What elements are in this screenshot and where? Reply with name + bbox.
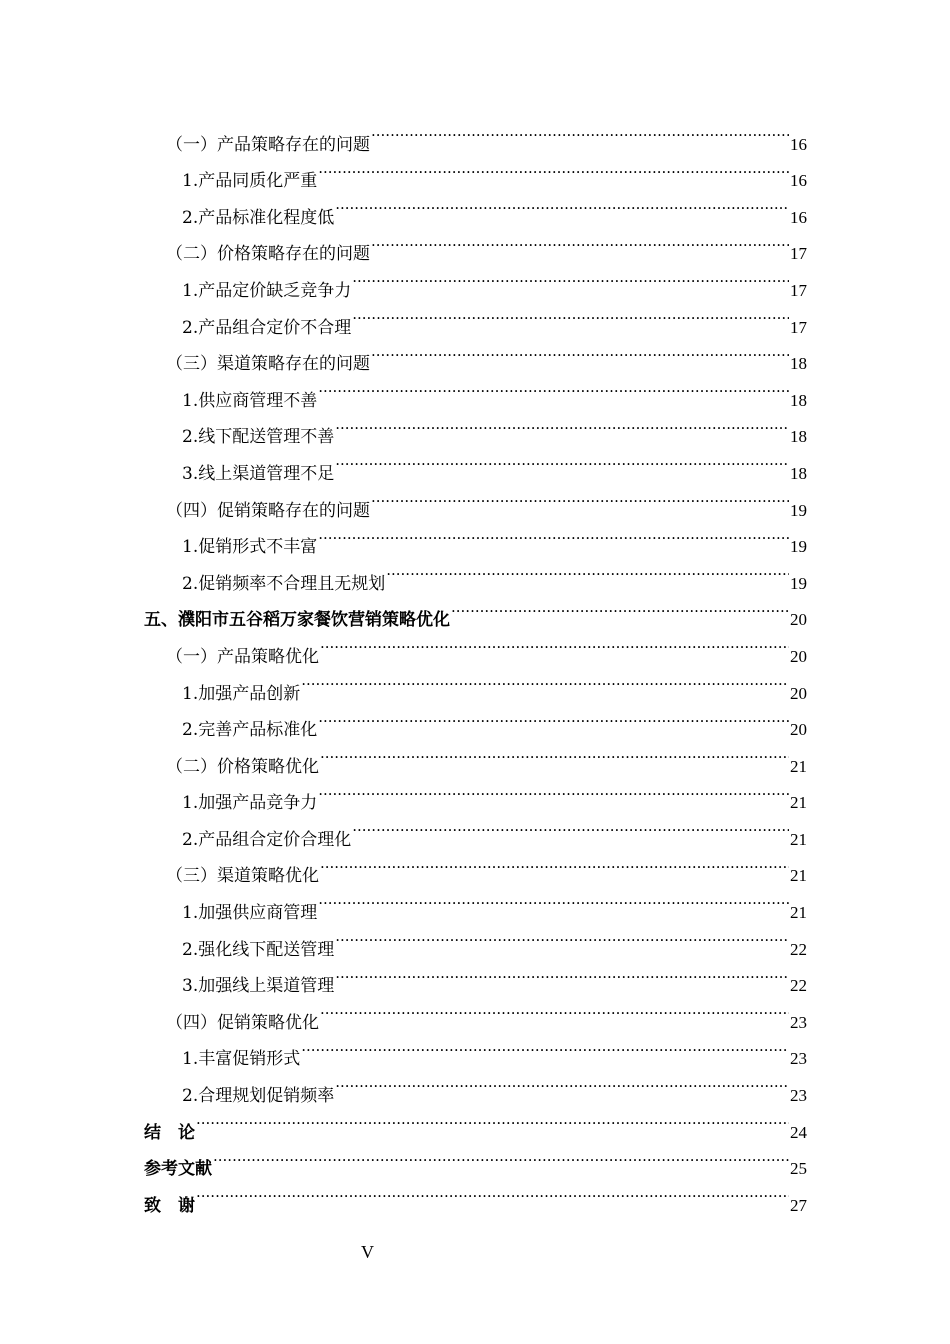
toc-dot-leader: [318, 699, 789, 736]
table-of-contents: [144, 113, 807, 1216]
toc-entry-label: 致 谢: [144, 1195, 195, 1216]
toc-entry-page: 16: [790, 171, 807, 191]
toc-dot-leader: [318, 150, 789, 187]
toc-dot-leader: [318, 516, 789, 553]
toc-entry[interactable]: [144, 1138, 807, 1180]
toc-dot-leader: [335, 918, 789, 955]
toc-dot-leader: [301, 662, 789, 699]
toc-entry-page: 20: [790, 646, 807, 666]
toc-dot-leader: [335, 442, 789, 479]
toc-entry-page: 20: [790, 720, 807, 740]
page-number: V: [361, 1242, 374, 1262]
toc-entry-label: （三）渠道策略优化: [166, 866, 319, 887]
toc-entry[interactable]: [144, 113, 807, 155]
toc-dot-leader: [320, 845, 789, 882]
toc-entry-label: （二）价格策略优化: [166, 756, 319, 777]
toc-dot-leader: [320, 735, 789, 772]
toc-entry-label: 参考文献: [144, 1159, 212, 1180]
toc-entry-label: （四）促销策略存在的问题: [166, 500, 370, 521]
toc-entry-label: 2.产品标准化程度低: [182, 207, 335, 228]
toc-entry-label: （二）价格策略存在的问题: [166, 244, 370, 265]
toc-entry-label: 1.供应商管理不善: [182, 390, 318, 411]
toc-dot-leader: [386, 552, 789, 589]
toc-entry-label: 2.合理规划促销频率: [182, 1086, 335, 1107]
toc-entry-page: 21: [790, 829, 807, 849]
toc-entry-label: 3.线上渠道管理不足: [182, 463, 335, 484]
toc-dot-leader: [371, 479, 789, 516]
toc-entry-label: 1.加强产品创新: [182, 683, 301, 704]
toc-entry-label: 3.加强线上渠道管理: [182, 976, 335, 997]
toc-entry-label: 1.加强产品竞争力: [182, 793, 318, 814]
toc-dot-leader: [320, 991, 789, 1028]
toc-entry-label: 2.产品组合定价不合理: [182, 317, 352, 338]
toc-entry-page: 24: [790, 1122, 807, 1142]
toc-dot-leader: [335, 406, 789, 443]
toc-dot-leader: [318, 772, 789, 809]
toc-dot-leader: [318, 369, 789, 406]
toc-entry-label: 1.加强供应商管理: [182, 903, 318, 924]
toc-entry-page: 16: [790, 134, 807, 154]
toc-entry-label: 五、濮阳市五谷稻万家餐饮营销策略优化: [144, 610, 450, 631]
toc-entry-label: 2.线下配送管理不善: [182, 427, 335, 448]
toc-entry[interactable]: [144, 1174, 807, 1216]
toc-entry-label: 结 论: [144, 1122, 195, 1143]
toc-entry-page: 23: [790, 1086, 807, 1106]
toc-entry-page: 17: [790, 244, 807, 264]
toc-dot-leader: [213, 1138, 789, 1175]
toc-dot-leader: [352, 259, 789, 296]
toc-entry-page: 25: [790, 1159, 807, 1179]
toc-dot-leader: [320, 625, 789, 662]
toc-entry-page: 21: [790, 793, 807, 813]
toc-dot-leader: [301, 1028, 789, 1065]
toc-entry-page: 16: [790, 207, 807, 227]
toc-dot-leader: [371, 223, 789, 260]
toc-entry-page: 27: [790, 1195, 807, 1215]
toc-entry-page: 21: [790, 903, 807, 923]
toc-entry-label: （一）产品策略优化: [166, 646, 319, 667]
toc-entry-label: 2.强化线下配送管理: [182, 939, 335, 960]
toc-dot-leader: [371, 113, 789, 150]
toc-dot-leader: [352, 296, 789, 333]
toc-entry-page: 18: [790, 463, 807, 483]
toc-entry-label: 2.促销频率不合理且无规划: [182, 573, 386, 594]
toc-entry-label: 1.产品定价缺乏竞争力: [182, 280, 352, 301]
toc-dot-leader: [335, 1064, 789, 1101]
toc-entry[interactable]: [144, 1101, 807, 1143]
toc-entry-page: 22: [790, 939, 807, 959]
toc-entry-label: 2.产品组合定价合理化: [182, 829, 352, 850]
toc-entry-label: 2.完善产品标准化: [182, 720, 318, 741]
toc-entry-page: 18: [790, 354, 807, 374]
toc-entry-page: 21: [790, 866, 807, 886]
toc-dot-leader: [318, 881, 789, 918]
toc-dot-leader: [352, 808, 789, 845]
toc-dot-leader: [196, 1101, 789, 1138]
toc-entry-page: 21: [790, 756, 807, 776]
toc-dot-leader: [335, 955, 789, 992]
toc-entry-page: 17: [790, 317, 807, 337]
toc-entry-label: （三）渠道策略存在的问题: [166, 354, 370, 375]
toc-entry-page: 20: [790, 610, 807, 630]
toc-dot-leader: [196, 1174, 789, 1211]
toc-dot-leader: [335, 186, 789, 223]
toc-entry-page: 23: [790, 1049, 807, 1069]
toc-entry-page: 18: [790, 390, 807, 410]
toc-entry-label: （四）促销策略优化: [166, 1012, 319, 1033]
toc-entry-page: 19: [790, 573, 807, 593]
toc-entry-label: 1.促销形式不丰富: [182, 537, 318, 558]
toc-entry-page: 18: [790, 427, 807, 447]
toc-entry-label: 1.丰富促销形式: [182, 1049, 301, 1070]
toc-entry-page: 19: [790, 537, 807, 557]
toc-entry-page: 19: [790, 500, 807, 520]
toc-entry-page: 17: [790, 280, 807, 300]
toc-entry-label: 1.产品同质化严重: [182, 171, 318, 192]
toc-dot-leader: [451, 589, 789, 626]
toc-dot-leader: [371, 333, 789, 370]
toc-entry-label: （一）产品策略存在的问题: [166, 134, 370, 155]
toc-entry-page: 20: [790, 683, 807, 703]
toc-entry-page: 23: [790, 1012, 807, 1032]
toc-entry-page: 22: [790, 976, 807, 996]
